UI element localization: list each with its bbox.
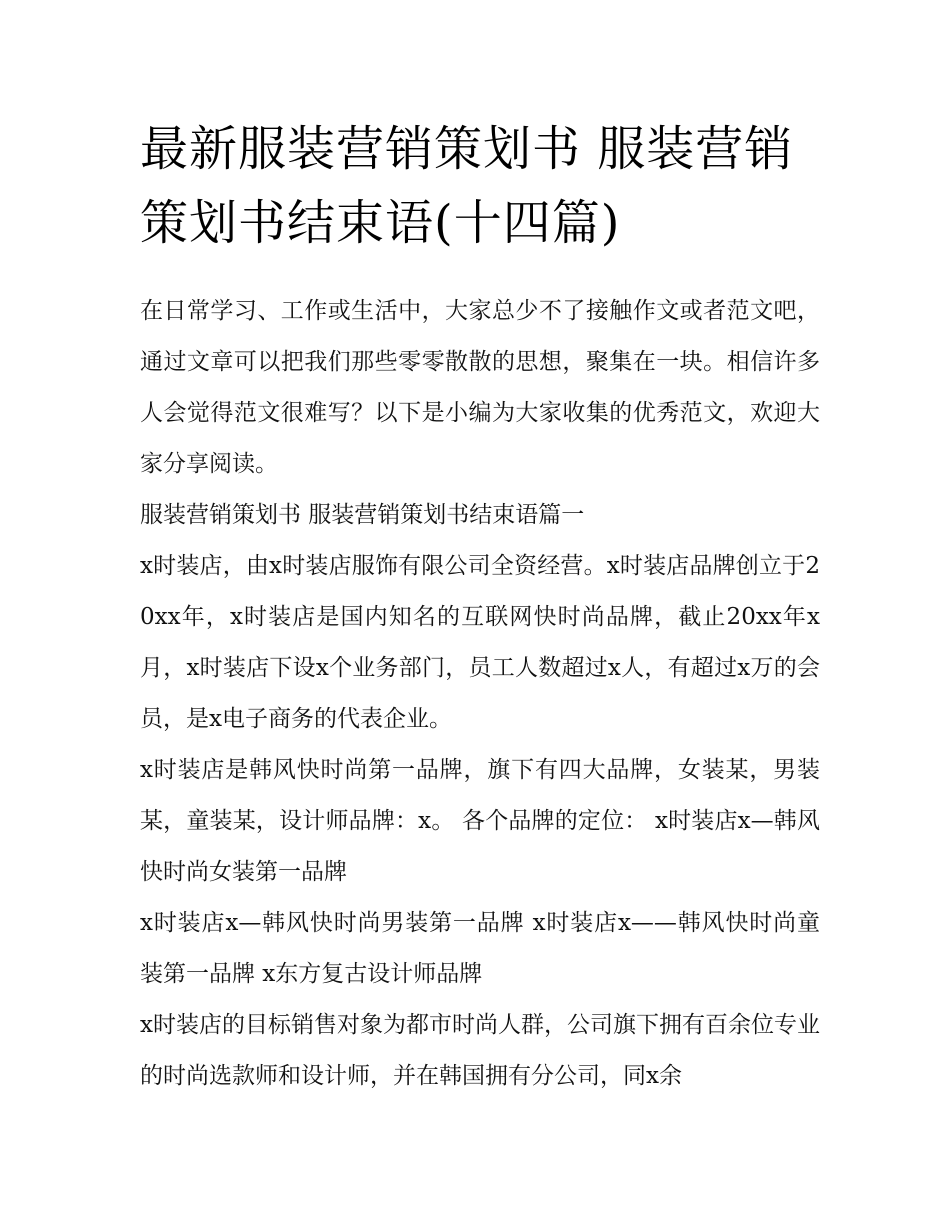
intro-paragraph: 在日常学习、工作或生活中，大家总少不了接触作文或者范文吧，通过文章可以把我们那些零零散散的思想，聚集在一块。相信许多人会觉得范文很难写？以下是小编为大家收集的优秀范文，欢迎大家分享阅读。 <box>140 298 820 477</box>
document-body <box>140 286 820 1102</box>
body-paragraph: x时装店x—韩风快时尚男装第一品牌 x时装店x——韩风快时尚童装第一品牌 x东方复古设计师品牌 <box>140 910 820 987</box>
document-page <box>140 112 820 1102</box>
section-heading: 服装营销策划书 服装营销策划书结束语篇一 <box>140 502 585 528</box>
body-paragraph: x时装店是韩风快时尚第一品牌，旗下有四大品牌，女装某，男装某，童装某，设计师品牌：x。 各个品牌的定位： x时装店x—韩风快时尚女装第一品牌 <box>140 757 820 885</box>
body-paragraph: x时装店的目标销售对象为都市时尚人群，公司旗下拥有百余位专业的时尚选款师和设计师，并在韩国拥有分公司，同x余 <box>140 1012 820 1089</box>
body-paragraph: x时装店，由x时装店服饰有限公司全资经营。x时装店品牌创立于20xx年，x时装店是国内知名的互联网快时尚品牌，截止20xx年x月，x时装店下设x个业务部门，员工人数超过x人，有超过x万的会员，是x电子商务的代表企业。 <box>140 553 820 732</box>
document-title: 最新服装营销策划书 服装营销策划书结束语(十四篇) <box>140 121 794 251</box>
